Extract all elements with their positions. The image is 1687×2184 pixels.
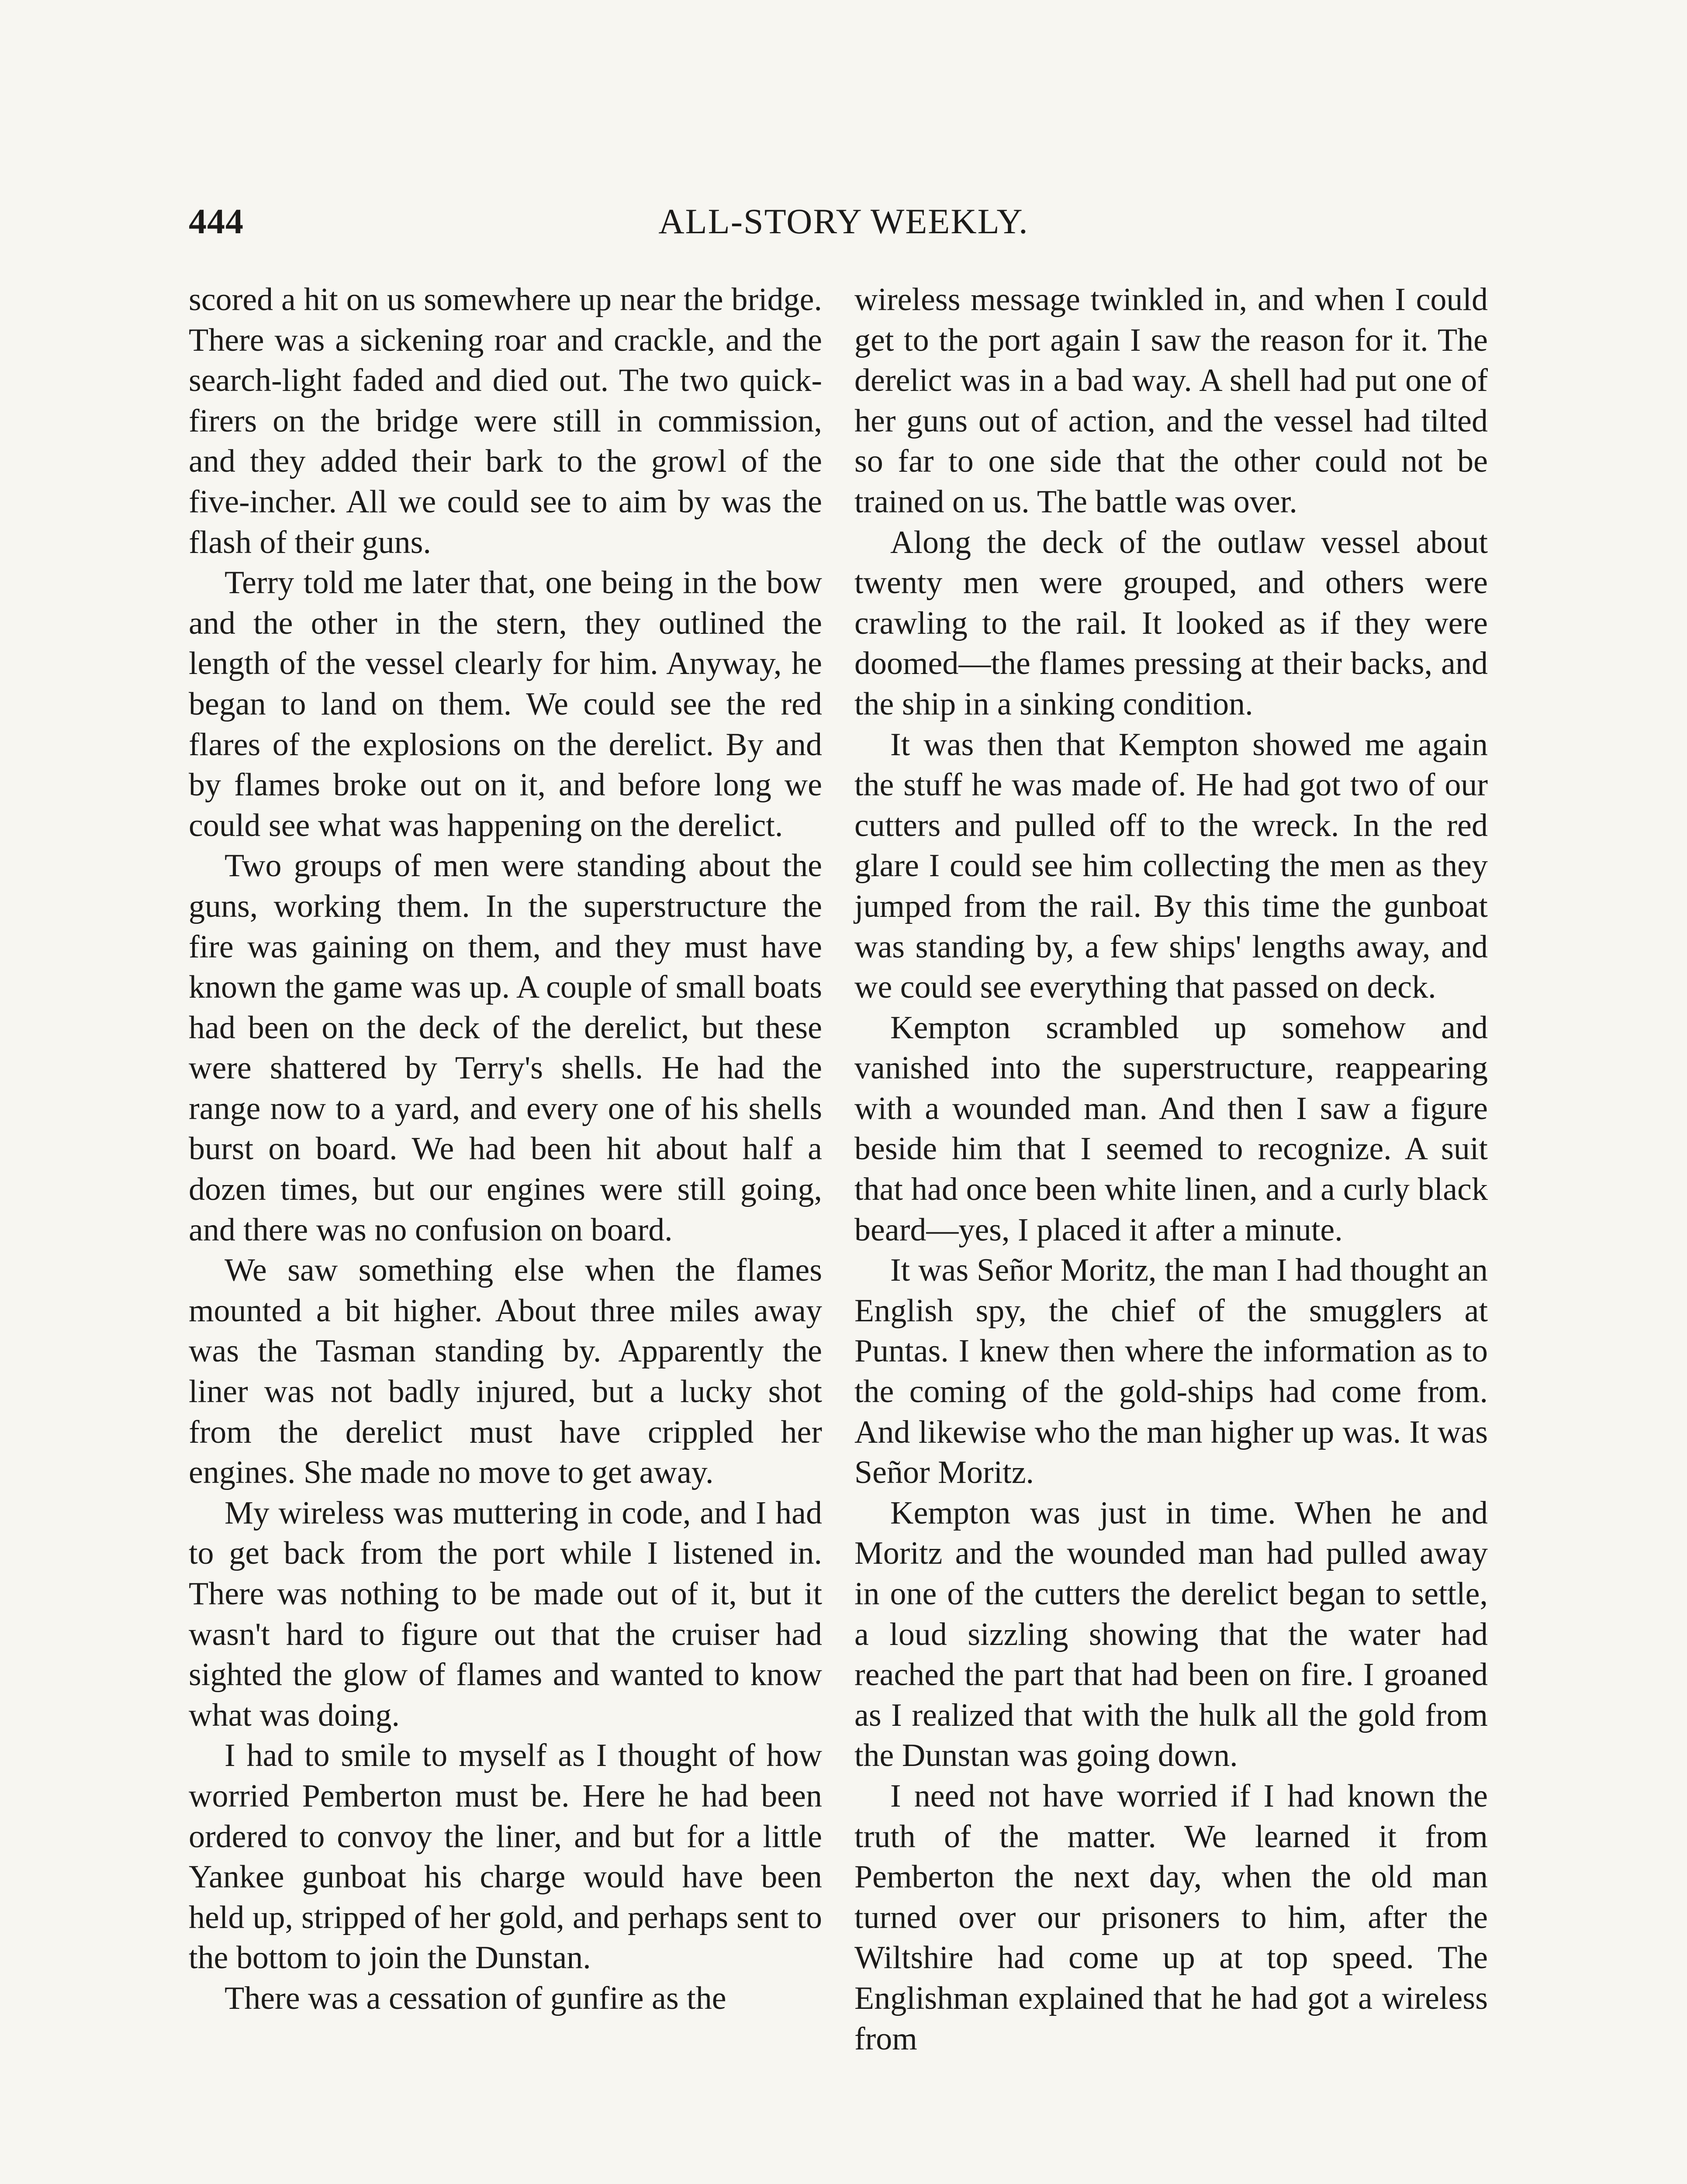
paragraph: It was Señor Moritz, the man I had thought an English spy, the chief of the smugglers at Puntas. I knew then where the information as to the coming of the gold-ships had come from. And likewise who the man higher up was. It was Señor Moritz. xyxy=(854,1252,1488,1491)
paragraph: I need not have worried if I had known the truth of the matter. We learned it from Pemberton the next day, when the old man turned over our prisoners to him, after the Wiltshire had come up at top speed. The Englishman explained that he had got a wireless from xyxy=(854,1778,1488,2057)
paragraph: Kempton scrambled up somehow and vanished into the superstructure, reappearing with a wounded man. And then I saw a figure beside him that I seemed to recognize. A suit that had once been white linen, and a curly black beard—yes, I placed it after a minute. xyxy=(854,1009,1488,1248)
paragraph: Two groups of men were standing about the guns, working them. In the superstructure the fire was gaining on them, and they must have known the game was up. A couple of small boats had been on the deck of the derelict, but these were shattered by Terry's shells. He had the range now to a yard, and every one of his shells burst on board. We had been hit about half a dozen times, but our engines were still going, and there was no confusion on board. xyxy=(189,848,822,1248)
paragraph: My wireless was muttering in code, and I had to get back from the port while I listened in. There was nothing to be made out of it, but it wasn't hard to figure out that the cruiser had sighted the glow of flames and wanted to know what was doing. xyxy=(189,1495,822,1733)
paragraph: It was then that Kempton showed me again the stuff he was made of. He had got two of our cutters and pulled off to the wreck. In the red glare I could see him collecting the men as they jumped from the rail. By this time the gunboat was standing by, a few ships' lengths away, and we could see everything that passed on deck. xyxy=(854,726,1488,1006)
paragraph: wireless message twinkled in, and when I could get to the port again I saw the reason for it. The derelict was in a bad way. A shell had put one of her guns out of action, and the vessel had tilted so far to one side that the other could not be trained on us. The battle was over. xyxy=(854,282,1488,520)
paragraph: I had to smile to myself as I thought of how worried Pemberton must be. Here he had been ordered to convoy the liner, and but for a little Yankee gunboat his charge would have been held up, stripped of her gold, and perhaps sent to the bottom to join the Dunstan. xyxy=(189,1738,822,1976)
paragraph: There was a cessation of gunfire as the xyxy=(225,1980,726,2016)
page-number: 444 xyxy=(189,201,244,241)
running-head: ALL-STORY WEEKLY. xyxy=(658,201,1029,241)
right-column xyxy=(854,280,1488,2059)
paragraph: scored a hit on us somewhere up near the bridge. There was a sickening roar and crackle, and the search-light faded and died out. The two quick-firers on the bridge were still in commission, and they added their bark to the growl of the five-incher. All we could see to aim by was the flash of their guns. xyxy=(189,282,822,560)
paragraph: Terry told me later that, one being in the bow and the other in the stern, they outlined the length of the vessel clearly for him. Anyway, he began to land on them. We could see the red flares of the explosions on the derelict. By and by flames broke out on it, and before long we could see what was happening on the derelict. xyxy=(189,565,822,843)
paragraph: Along the deck of the outlaw vessel about twenty men were grouped, and others were crawling to the rail. It looked as if they were doomed—the flames pressing at their backs, and the ship in a sinking condition. xyxy=(854,524,1488,722)
paragraph: We saw something else when the flames mounted a bit higher. About three miles away was the Tasman standing by. Apparently the liner was not badly injured, but a lucky shot from the derelict must have crippled her engines. She made no move to get away. xyxy=(189,1252,822,1491)
paragraph: Kempton was just in time. When he and Moritz and the wounded man had pulled away in one of the cutters the derelict began to settle, a loud sizzling showing that the water had reached the part that had been on fire. I groaned as I realized that with the hulk all the gold from the Dunstan was going down. xyxy=(854,1495,1488,1774)
left-column xyxy=(189,280,822,2019)
